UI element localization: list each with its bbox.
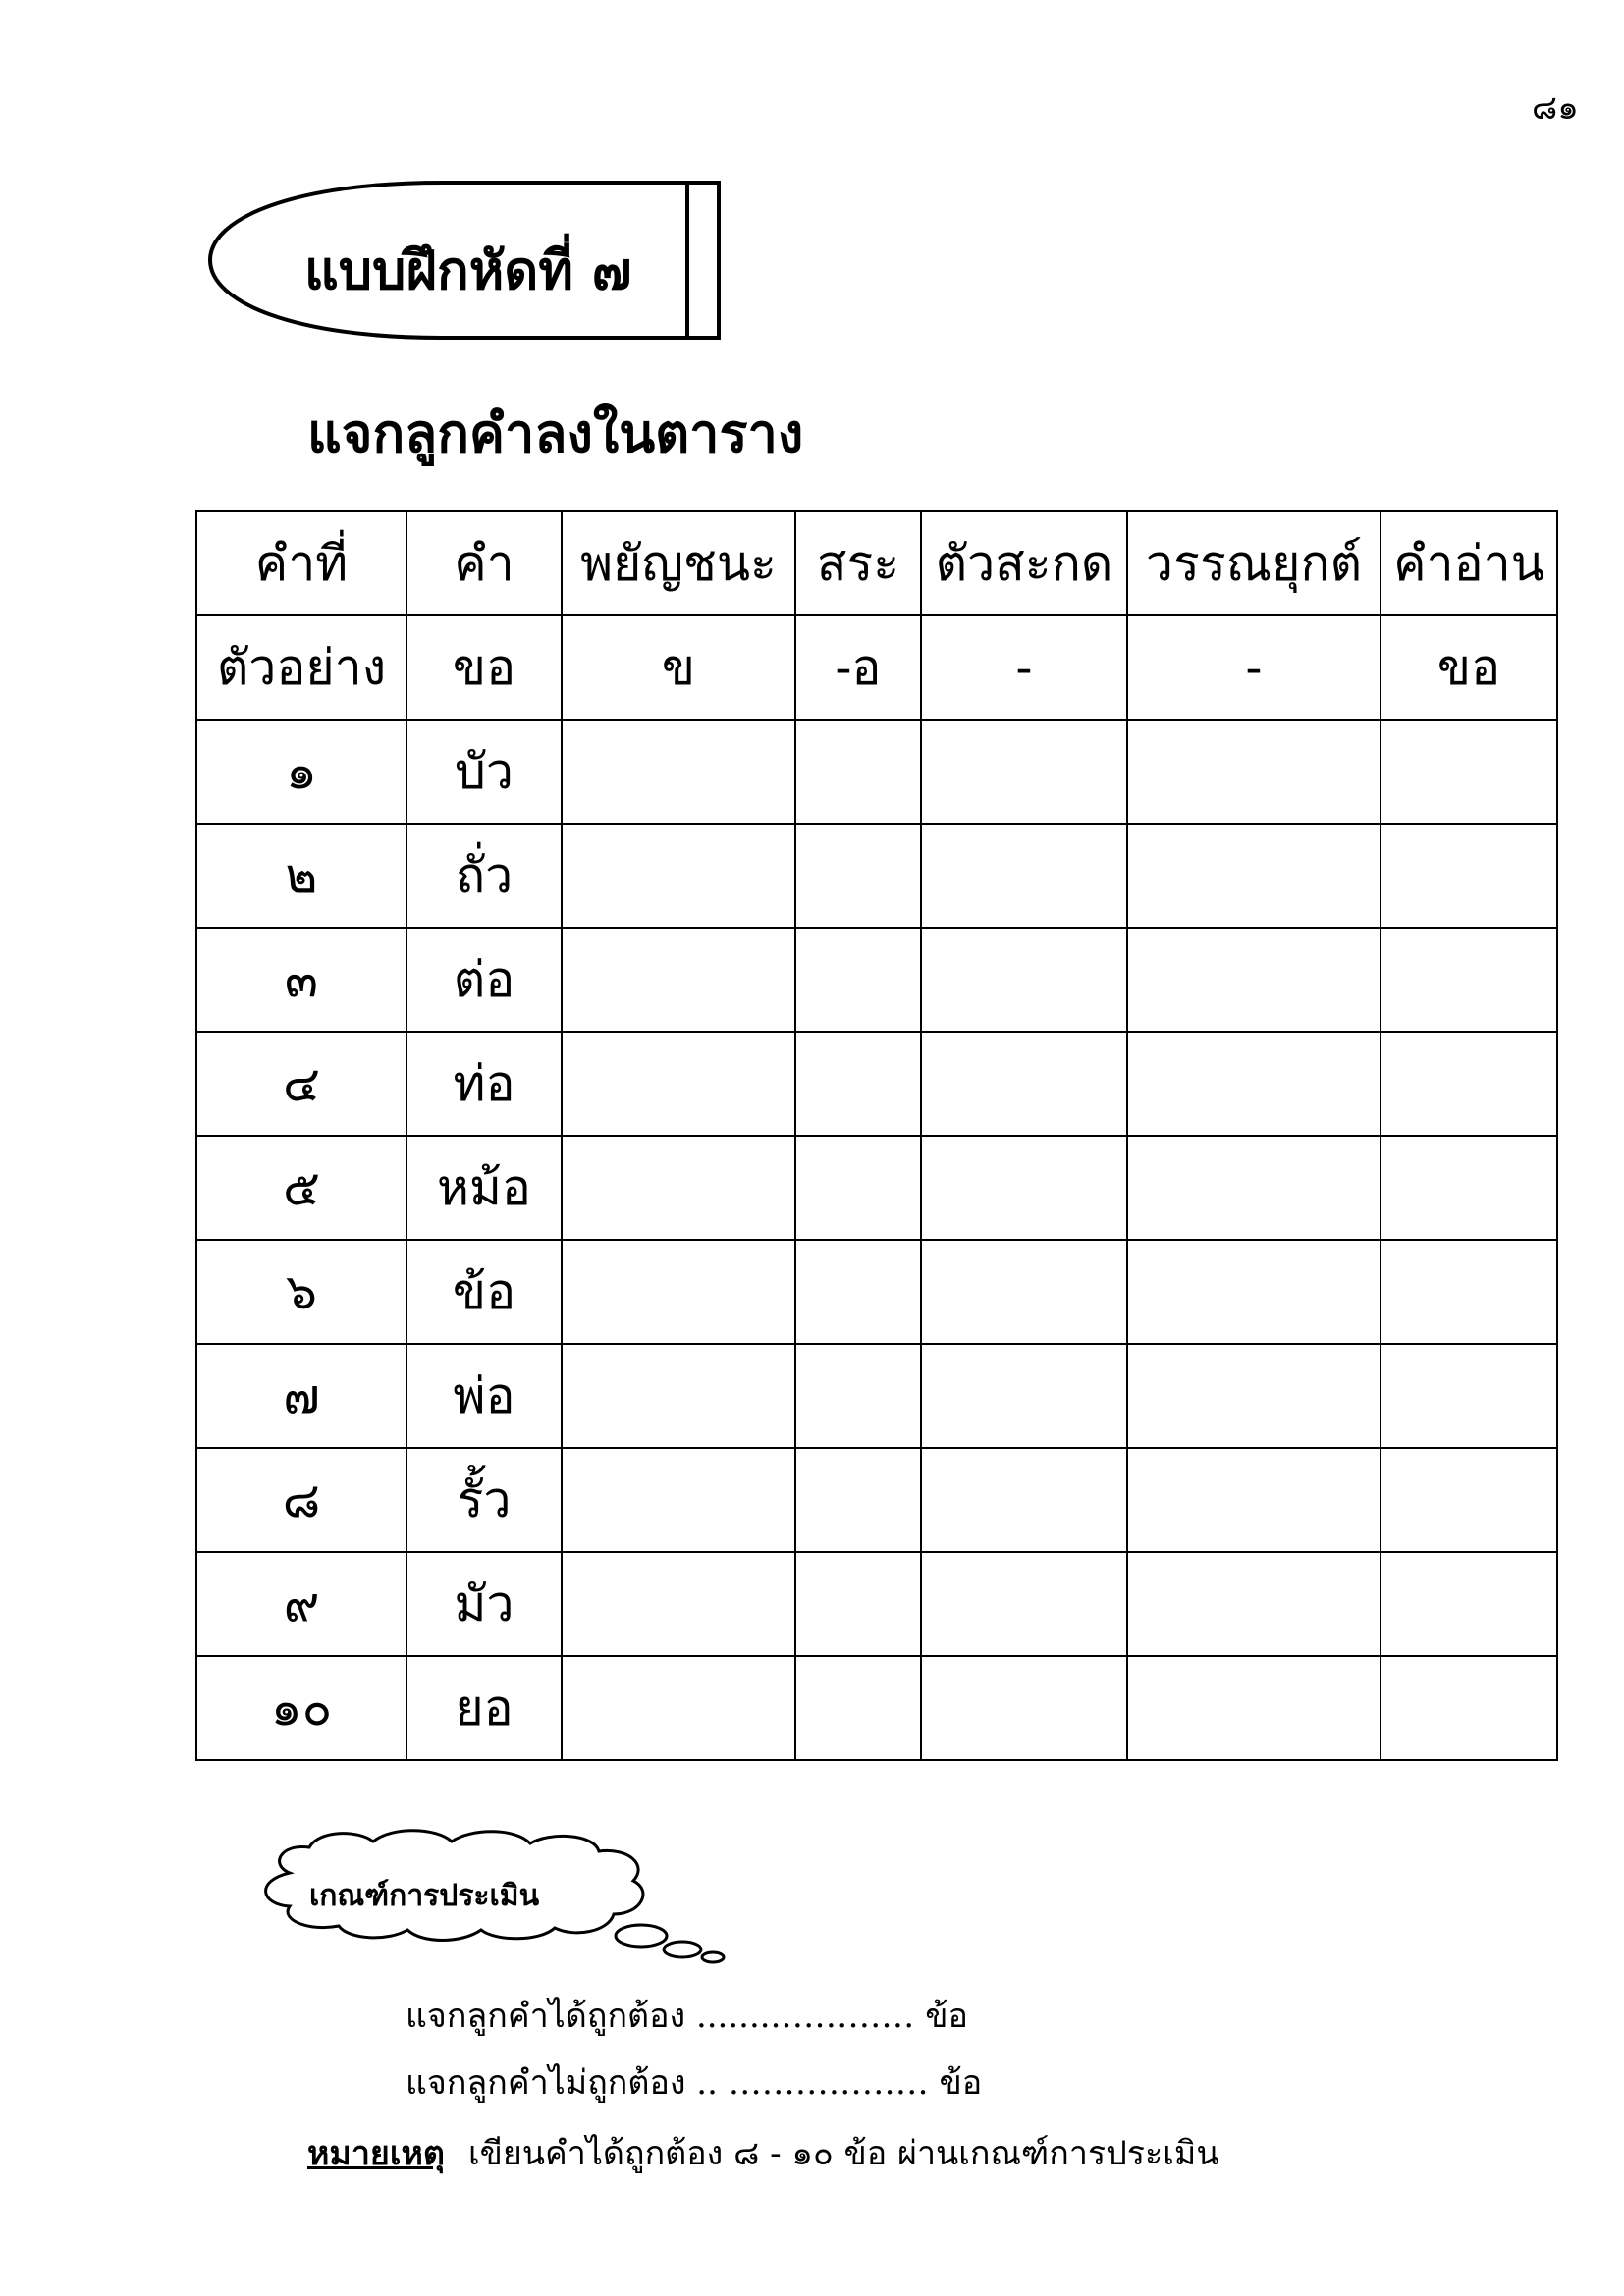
row-word: มัว [406, 1552, 562, 1656]
row-word: ยอ [406, 1656, 562, 1760]
note-label: หมายเหตุ [307, 2134, 445, 2173]
row-word: พ่อ [406, 1344, 562, 1448]
blank-cell[interactable] [795, 1656, 921, 1760]
row-word: ข้อ [406, 1240, 562, 1344]
blank-cell[interactable] [1380, 1344, 1557, 1448]
blank-cell[interactable] [795, 1344, 921, 1448]
exercise-title: แบบฝึกหัดที่ ๗ [304, 239, 632, 301]
word-breakdown-table [195, 510, 1558, 1761]
table-row [196, 928, 1557, 1032]
blank-cell[interactable] [795, 1240, 921, 1344]
row-number: ๓ [196, 928, 406, 1032]
table-row [196, 1136, 1557, 1240]
blank-cell[interactable] [1127, 1344, 1380, 1448]
blank-cell[interactable] [921, 720, 1127, 824]
blank-cell[interactable] [1380, 1032, 1557, 1136]
table-row [196, 1656, 1557, 1760]
blank-cell[interactable] [1127, 1656, 1380, 1760]
row-number: ๘ [196, 1448, 406, 1552]
blank-cell[interactable] [562, 824, 795, 928]
blank-cell[interactable] [1380, 928, 1557, 1032]
header-cell: คำ [406, 511, 562, 615]
blank-cell[interactable] [1127, 824, 1380, 928]
blank-cell[interactable] [562, 1656, 795, 1760]
row-word: หม้อ [406, 1136, 562, 1240]
blank-cell[interactable] [921, 824, 1127, 928]
blank-cell[interactable] [795, 1136, 921, 1240]
header-cell: คำอ่าน [1380, 511, 1557, 615]
header-cell: สระ [795, 511, 921, 615]
exercise-title-badge [206, 179, 727, 342]
blank-cell[interactable] [921, 1656, 1127, 1760]
blank-cell[interactable] [1380, 1552, 1557, 1656]
blank-cell[interactable] [921, 1448, 1127, 1552]
criteria-cloud [250, 1826, 731, 1973]
blank-cell[interactable] [1380, 1656, 1557, 1760]
table-row [196, 720, 1557, 824]
blank-cell[interactable] [1127, 1032, 1380, 1136]
example-cell: - [921, 615, 1127, 720]
note-text: เขียนคำได้ถูกต้อง ๘ - ๑๐ ข้อ ผ่านเกณฑ์การประเมิน [467, 2134, 1219, 2173]
blank-cell[interactable] [921, 928, 1127, 1032]
blank-cell[interactable] [1380, 1136, 1557, 1240]
row-word: ท่อ [406, 1032, 562, 1136]
blank-cell[interactable] [795, 1448, 921, 1552]
row-number: ๗ [196, 1344, 406, 1448]
blank-cell[interactable] [562, 720, 795, 824]
blank-cell[interactable] [1380, 824, 1557, 928]
row-number: ๕ [196, 1136, 406, 1240]
example-cell: ข [562, 615, 795, 720]
instruction-heading: แจกลูกคำลงในตาราง [307, 401, 804, 464]
header-row [196, 511, 1557, 615]
blank-cell[interactable] [562, 1032, 795, 1136]
row-word: ถั่ว [406, 824, 562, 928]
row-number: ๒ [196, 824, 406, 928]
row-number: ๑ [196, 720, 406, 824]
blank-cell[interactable] [795, 1552, 921, 1656]
blank-cell[interactable] [562, 1448, 795, 1552]
blank-cell[interactable] [1380, 720, 1557, 824]
blank-cell[interactable] [921, 1552, 1127, 1656]
blank-cell[interactable] [562, 1552, 795, 1656]
header-cell: พยัญชนะ [562, 511, 795, 615]
row-number: ๖ [196, 1240, 406, 1344]
blank-cell[interactable] [1127, 928, 1380, 1032]
blank-cell[interactable] [795, 824, 921, 928]
blank-cell[interactable] [921, 1240, 1127, 1344]
blank-cell[interactable] [795, 1032, 921, 1136]
example-cell: -อ [795, 615, 921, 720]
blank-cell[interactable] [1127, 1448, 1380, 1552]
example-cell: ขอ [406, 615, 562, 720]
note [307, 2126, 1219, 2179]
blank-cell[interactable] [1127, 1552, 1380, 1656]
table-row [196, 1448, 1557, 1552]
row-word: ต่อ [406, 928, 562, 1032]
row-number: ๑๐ [196, 1656, 406, 1760]
blank-cell[interactable] [1380, 1448, 1557, 1552]
blank-cell[interactable] [1127, 1240, 1380, 1344]
example-cell: ขอ [1380, 615, 1557, 720]
blank-cell[interactable] [795, 928, 921, 1032]
header-cell: คำที่ [196, 511, 406, 615]
header-cell: วรรณยุกต์ [1127, 511, 1380, 615]
correct-count-line: แจกลูกคำได้ถูกต้อง ........………… ข้อ [406, 1997, 968, 2036]
blank-cell[interactable] [562, 1344, 795, 1448]
blank-cell[interactable] [562, 928, 795, 1032]
blank-cell[interactable] [921, 1136, 1127, 1240]
table-row [196, 824, 1557, 928]
example-row [196, 615, 1557, 720]
table-row [196, 1552, 1557, 1656]
row-word: บัว [406, 720, 562, 824]
blank-cell[interactable] [921, 1344, 1127, 1448]
row-number: ๔ [196, 1032, 406, 1136]
blank-cell[interactable] [1127, 720, 1380, 824]
example-cell: - [1127, 615, 1380, 720]
table-row [196, 1032, 1557, 1136]
blank-cell[interactable] [921, 1032, 1127, 1136]
blank-cell[interactable] [1380, 1240, 1557, 1344]
blank-cell[interactable] [562, 1136, 795, 1240]
blank-cell[interactable] [795, 720, 921, 824]
row-number: ๙ [196, 1552, 406, 1656]
page-number: ๘๑ [1532, 88, 1579, 128]
incorrect-count-line: แจกลูกคำไม่ถูกต้อง .. ……………… ข้อ [406, 2063, 983, 2103]
table-row [196, 1240, 1557, 1344]
table-row [196, 1344, 1557, 1448]
blank-cell[interactable] [562, 1240, 795, 1344]
row-word: รั้ว [406, 1448, 562, 1552]
header-cell: ตัวสะกด [921, 511, 1127, 615]
example-cell: ตัวอย่าง [196, 615, 406, 720]
blank-cell[interactable] [1127, 1136, 1380, 1240]
criteria-label: เกณฑ์การประเมิน [309, 1879, 540, 1913]
